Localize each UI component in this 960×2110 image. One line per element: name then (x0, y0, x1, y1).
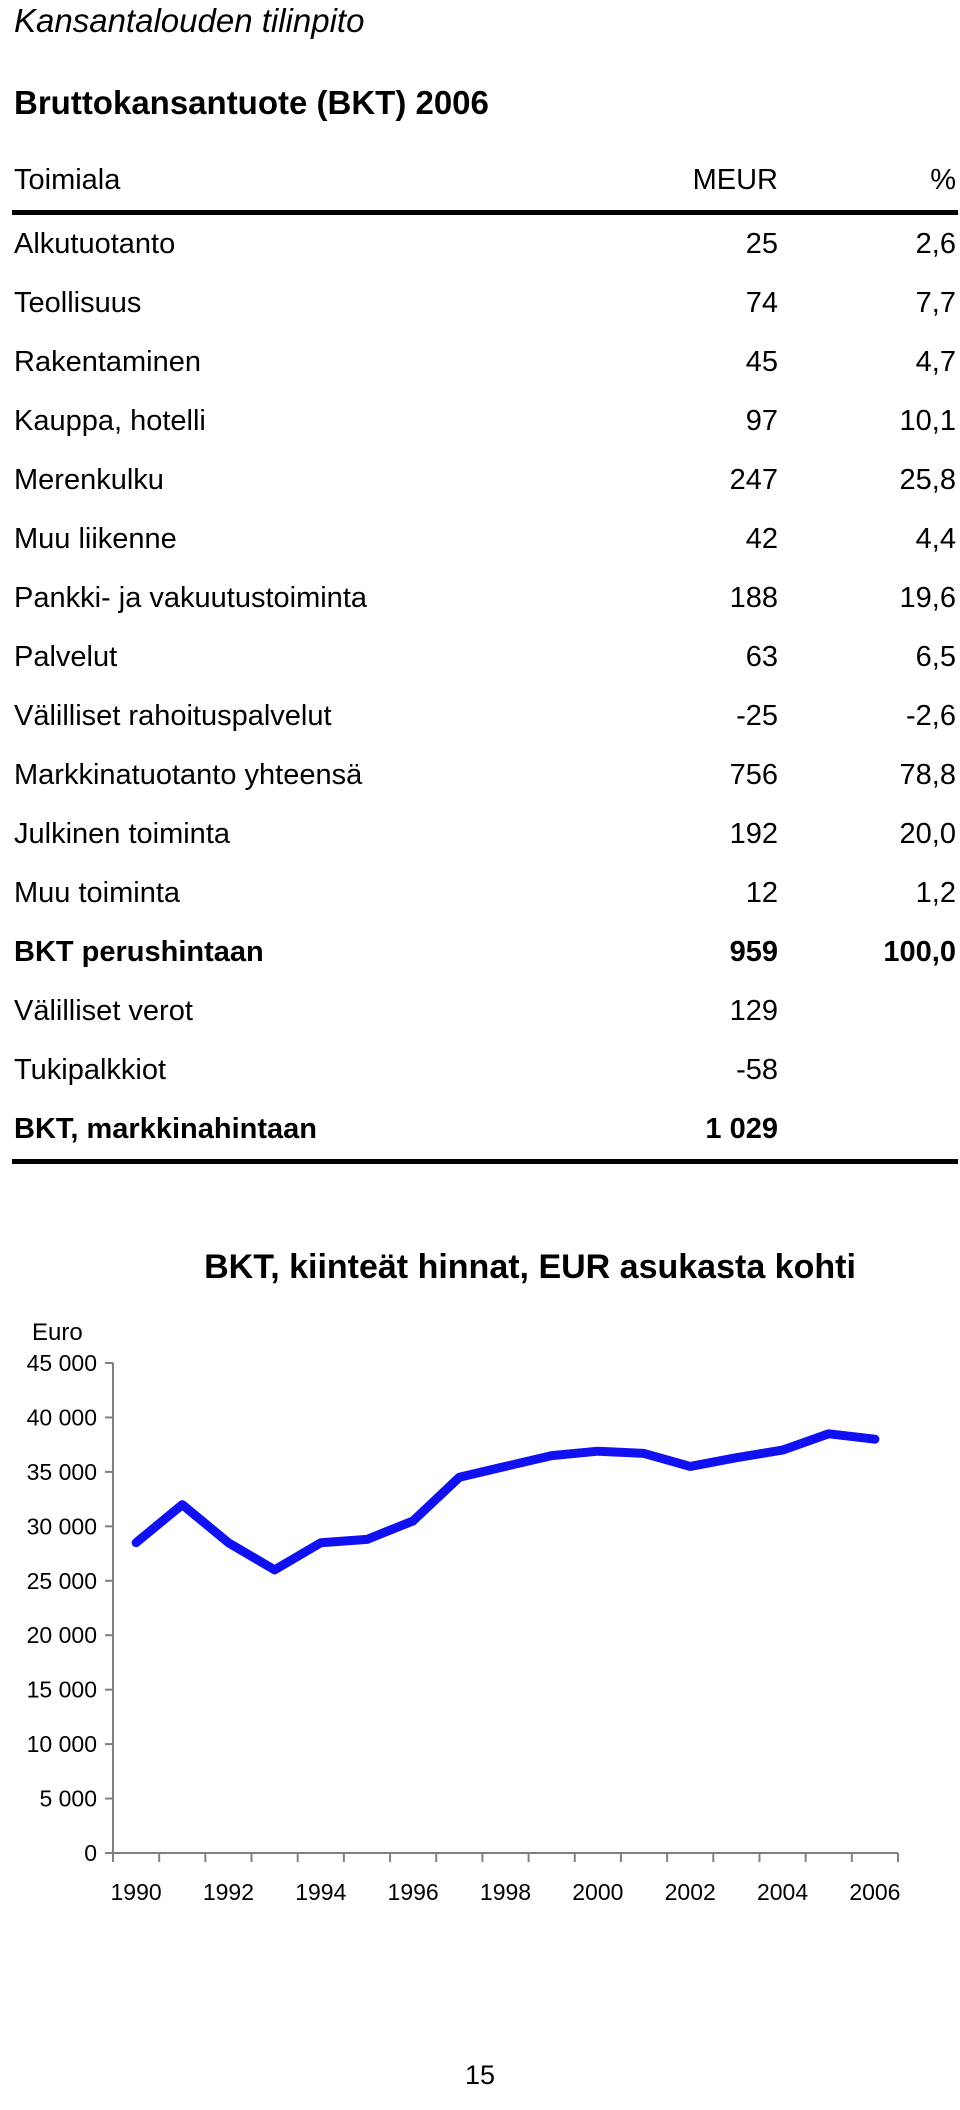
table-row (12, 510, 958, 569)
x-tick-label: 1990 (110, 1879, 162, 1905)
meur-cell: 42 (745, 523, 778, 555)
industry-cell: Markkinatuotanto yhteensä (14, 759, 363, 791)
x-tick-label: 1992 (202, 1879, 255, 1905)
meur-cell: 247 (729, 464, 778, 496)
table-row (12, 746, 958, 805)
y-tick-label: 5 000 (39, 1785, 97, 1812)
meur-cell: 12 (745, 877, 778, 909)
table-header-row (12, 150, 958, 213)
data-point (227, 1542, 229, 1544)
industry-cell: BKT perushintaan (14, 936, 264, 968)
column-header-meur: MEUR (576, 150, 780, 213)
column-header-industry: Toimiala (12, 150, 576, 213)
page-number: 15 (464, 2060, 496, 2090)
x-tick-label: 1994 (295, 1879, 347, 1905)
section-title: Kansantalouden tilinpito (14, 2, 365, 39)
industry-cell: Muu liikenne (14, 523, 177, 555)
percent-cell: 100,0 (883, 936, 956, 968)
percent-cell: 25,8 (899, 464, 956, 496)
data-point (597, 1450, 599, 1452)
percent-cell: 2,6 (915, 228, 956, 260)
percent-cell (780, 1100, 958, 1162)
table-row (12, 274, 958, 333)
data-point (735, 1457, 737, 1459)
meur-cell: 188 (729, 582, 778, 614)
industry-cell: Teollisuus (14, 287, 142, 319)
y-tick-label: 20 000 (26, 1622, 97, 1649)
table-row (12, 333, 958, 392)
data-point (782, 1449, 784, 1451)
data-point (181, 1504, 183, 1506)
chart-title: BKT, kiinteät hinnat, EUR asukasta kohti (204, 1248, 856, 1286)
percent-cell: 4,4 (915, 523, 956, 555)
meur-cell: 129 (729, 995, 778, 1027)
table-row (12, 569, 958, 628)
meur-cell: 959 (729, 936, 778, 968)
percent-cell: 4,7 (915, 346, 956, 378)
y-tick-label: 45 000 (26, 1350, 97, 1376)
series-line (136, 1434, 875, 1570)
industry-cell: Pankki- ja vakuutustoiminta (14, 582, 367, 614)
meur-cell: 1 029 (576, 1100, 780, 1162)
percent-cell: 6,5 (915, 641, 956, 673)
table-row (12, 451, 958, 510)
table-row (12, 628, 958, 687)
y-tick-label: 10 000 (26, 1731, 97, 1758)
data-point (643, 1452, 645, 1454)
percent-cell: 10,1 (899, 405, 956, 437)
y-tick-label: 30 000 (26, 1513, 97, 1540)
percent-cell (780, 1041, 958, 1100)
data-point (366, 1538, 368, 1540)
x-tick-label: 2004 (756, 1879, 809, 1905)
industry-cell: Välilliset verot (14, 995, 193, 1027)
data-point (320, 1542, 322, 1544)
industry-cell: Alkutuotanto (14, 228, 176, 260)
data-point (551, 1455, 553, 1457)
data-point (274, 1569, 276, 1571)
industry-cell: Palvelut (14, 641, 118, 673)
data-point (689, 1465, 691, 1467)
table-row (12, 864, 958, 923)
industry-cell: Kauppa, hotelli (14, 405, 206, 437)
data-point (135, 1542, 137, 1544)
industry-cell: BKT, markkinahintaan (12, 1100, 576, 1162)
table-row (12, 923, 958, 982)
percent-cell: 19,6 (899, 582, 956, 614)
data-point (505, 1465, 507, 1467)
table-row (12, 1041, 958, 1100)
chart-svg (0, 1220, 960, 1905)
x-tick-label: 2000 (572, 1879, 624, 1905)
percent-cell (780, 982, 958, 1041)
meur-cell: -25 (736, 700, 778, 732)
table-row (12, 392, 958, 451)
y-tick-label: 0 (84, 1840, 97, 1866)
column-header-percent: % (780, 150, 958, 213)
percent-cell: 1,2 (915, 877, 956, 909)
meur-cell: 25 (745, 228, 778, 260)
industry-cell: Rakentaminen (14, 346, 201, 378)
meur-cell: 63 (745, 641, 778, 673)
x-tick-label: 2002 (664, 1879, 716, 1905)
percent-cell: 20,0 (899, 818, 956, 850)
table-row (12, 982, 958, 1041)
industry-cell: Välilliset rahoituspalvelut (14, 700, 332, 732)
y-tick-label: 35 000 (26, 1458, 97, 1485)
meur-cell: -58 (736, 1054, 778, 1086)
table-title: Bruttokansantuote (BKT) 2006 (14, 84, 489, 121)
gdp-per-capita-chart (0, 1220, 960, 1905)
table-body (12, 213, 958, 1162)
meur-cell: 97 (745, 405, 778, 437)
y-tick-label: 25 000 (26, 1567, 97, 1594)
industry-cell: Muu toiminta (14, 877, 181, 909)
data-point (828, 1433, 830, 1435)
x-tick-label: 1996 (387, 1879, 439, 1905)
percent-cell: 7,7 (915, 287, 956, 319)
data-point (874, 1438, 876, 1440)
data-point (412, 1520, 414, 1522)
table-row (12, 805, 958, 864)
table-row (12, 687, 958, 746)
y-axis-label: Euro (32, 1319, 83, 1346)
meur-cell: 756 (729, 759, 778, 791)
industry-cell: Merenkulku (14, 464, 164, 496)
y-tick-label: 40 000 (26, 1404, 97, 1431)
meur-cell: 45 (745, 346, 778, 378)
x-tick-label: 2006 (849, 1879, 901, 1905)
gdp-table (12, 150, 958, 1164)
x-tick-label: 1998 (479, 1879, 532, 1905)
meur-cell: 74 (745, 287, 778, 319)
y-tick-label: 15 000 (26, 1676, 97, 1703)
data-point (458, 1476, 460, 1478)
meur-cell: 192 (729, 818, 778, 850)
table-row (12, 1100, 958, 1162)
percent-cell: -2,6 (906, 700, 956, 732)
industry-cell: Tukipalkkiot (14, 1054, 167, 1086)
industry-cell: Julkinen toiminta (14, 818, 230, 850)
table-row (12, 213, 958, 275)
percent-cell: 78,8 (899, 759, 956, 791)
